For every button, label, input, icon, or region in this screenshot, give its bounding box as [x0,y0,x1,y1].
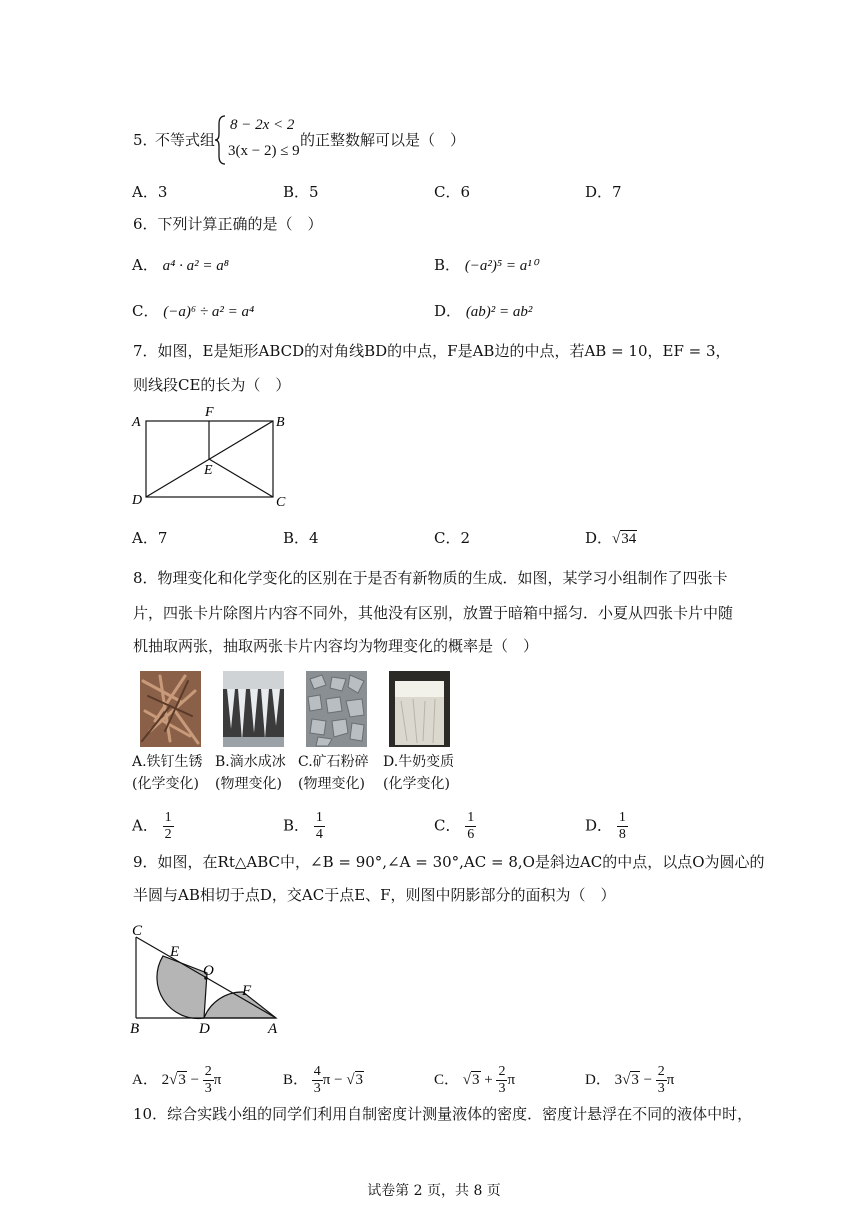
shaded-region-left [157,956,207,1018]
q7-stem-line1: 7．如图，E是矩形ABCD的对角线BD的中点，F是AB边的中点，若AB = 10，EF = 3， [133,342,731,360]
q9-option-c: C． √3 + $\frac{2}{3}$ π [434,1064,516,1096]
shaded-region-right [204,992,276,1018]
q9-stem-line1: 9．如图，在Rt△ABC中，∠B = 90°,∠A = 30°,AC = 8,O是斜边AC的中点，以点O为圆心的 [133,853,765,871]
q7-option-d: D．√34 [585,529,637,547]
q9-figure [126,920,286,1038]
q6-option-d: D． (ab)² = ab² [434,302,533,320]
q9-option-a: A． 2√3 − $\frac{2}{3}$ π [132,1064,222,1096]
q8-stem-line3: 机抽取两张，抽取两张卡片内容均为物理变化的概率是（ ） [133,637,539,655]
q8-option-d: D． $\frac{1}{8}$ [585,810,626,842]
point-o-label: O [203,963,214,979]
q9-option-b: B． $\frac{4}{3}$ π − √3 [283,1064,364,1096]
q5-option-d: D．7 [585,183,622,201]
point-b-label: B [130,1021,140,1037]
q8-option-b: B． $\frac{1}{4}$ [283,810,323,842]
spoiled-milk-image [389,671,450,747]
point-b-label: B [276,415,285,430]
q7-stem-line2: 则线段CE的长为（ ） [133,376,291,394]
point-a-label: A [268,1021,278,1037]
point-d-label: D [199,1021,210,1037]
card-c-title: C.矿石粉碎 [298,754,369,770]
card-d-kind: (化学变化) [383,776,450,792]
q5-inequality-1: 8 − 2x < 2 [230,117,295,133]
point-a-label: A [132,415,141,430]
q5-brace [214,114,228,166]
q7-option-c: C．2 [434,529,471,547]
q5-option-b: B．5 [283,183,319,201]
point-c-label: C [132,923,143,939]
icicles-image [223,671,284,747]
card-b-title: B.滴水成冰 [215,754,286,770]
q9-stem-line2: 半圆与AB相切于点D，交AC于点E、F，则图中阴影部分的面积为（ ） [133,886,616,904]
q5-option-c: C．6 [434,183,471,201]
q8-option-a: A． $\frac{1}{2}$ [132,810,172,842]
q6-option-a: A． a⁴ · a² = a⁸ [132,256,229,274]
q5-number: 5． [133,131,158,149]
card-a-kind: (化学变化) [132,776,199,792]
point-f-label: F [205,405,214,420]
page-footer: 试卷第 2 页，共 8 页 [367,1183,501,1199]
q7-figure [128,404,298,512]
point-d-label: D [132,493,143,508]
segment-ce [209,459,273,497]
card-c-kind: (物理变化) [298,776,365,792]
card-a-title: A.铁钉生锈 [132,754,203,770]
rusty-nails-image [140,671,201,747]
point-e-label: E [170,944,180,960]
card-d-title: D.牛奶变质 [383,754,455,770]
point-e-label: E [204,463,213,478]
q6-option-b: B． (−a²)⁵ = a¹⁰ [434,256,538,274]
q8-stem-line2: 片，四张卡片除图片内容不同外，其他没有区别，放置于暗箱中摇匀．小夏从四张卡片中随 [133,604,734,622]
q7-option-b: B．4 [283,529,319,547]
q6-option-c: C． (−a)⁶ ÷ a² = a⁴ [132,302,255,320]
q8-stem-line1: 8．物理变化和化学变化的区别在于是否有新物质的生成．如图，某学习小组制作了四张卡 [133,569,728,587]
q10-stem-line1: 10．综合实践小组的同学们利用自制密度计测量液体的密度．密度计悬浮在不同的液体中时， [133,1105,753,1123]
q9-option-d: D． 3√3 − $\frac{2}{3}$ π [585,1064,675,1096]
q5-inequality-2: 3(x − 2) ≤ 9 [228,143,300,159]
q5-option-a: A．3 [132,183,168,201]
crushed-ore-image [306,671,367,747]
q8-option-c: C． $\frac{1}{6}$ [434,810,475,842]
q5-prefix: 不等式组 [155,131,216,149]
card-b-kind: (物理变化) [215,776,282,792]
point-f-label: F [242,983,252,999]
q5-suffix: 的正整数解可以是（ ） [300,131,466,149]
point-c-label: C [276,495,286,510]
q7-option-a: A．7 [132,529,168,547]
q6-stem: 6．下列计算正确的是（ ） [133,215,323,233]
